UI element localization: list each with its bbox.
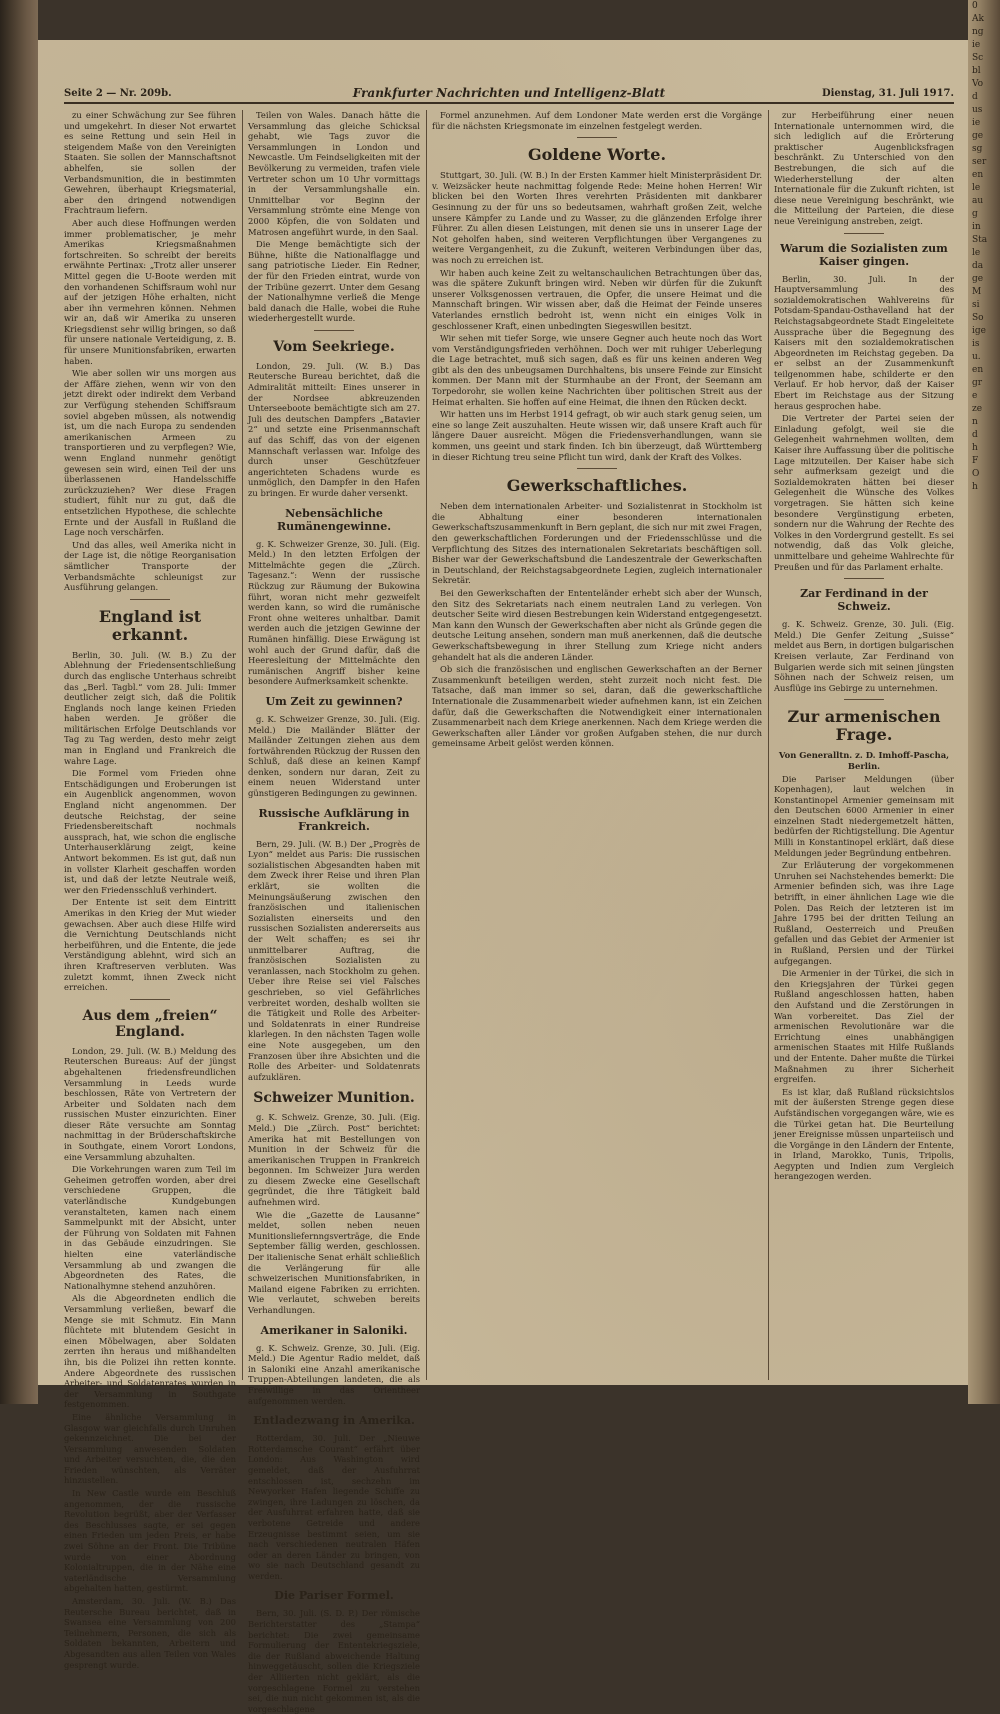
paragraph: Stuttgart, 30. Juli. (W. B.) In der Ersten Kammer hielt Ministerpräsident Dr. v. Weizsäcker heute nachmittag folgende Rede: Meine hohen Herren! Wir blicken bei den Worten Ihres verehrten Präsidenten mit dankbarer Gesinnung zu der für uns so bedeutsamen, wahrhaft großen Zeit, welche unsere Kämpfer zu Lande und zu Wasser, zu die glänzenden Erfolge ihrer Führer. Zu allen diesen Leistungen, mit denen sie uns in unserer Lage der Not geholfen haben, sind weiteren Verpflichtungen über Vergangenes zu weitere Vergangenheit, zu die Zukunft, weiteren Verbindungen über das, was noch zu erreichen ist. <box>432 170 762 265</box>
headline-zeit-gewinnen: Um Zeit zu gewinnen? <box>265 694 403 708</box>
headline-gewerkschaftliches: Gewerkschaftliches. <box>506 476 688 496</box>
column-1 <box>64 110 236 1670</box>
edge-fragment: au <box>972 196 984 206</box>
edge-fragment: us <box>972 105 983 115</box>
adjacent-page-edge <box>968 0 1000 1404</box>
paragraph: g. K. Schweizer Grenze, 30. Juli. (Eig. Meld.) Die Mailänder Blätter der Mailänder Zeitungen ziehen aus dem fortwährenden Rückzug der Russen den Schluß, daß diese an keinen Kampf denken, sondern nur daran, Zeit zu einem neuen Widerstand unter günstigeren Bedingungen zu gewinnen. <box>248 713 420 799</box>
edge-fragment: ser <box>972 157 987 167</box>
edge-fragment: So <box>972 313 984 323</box>
paragraph: g. K. Schweiz. Grenze, 30. Juli. (Eig. Meld.) Die Genfer Zeitung „Suisse“ meldet aus Bern, in dortigen bulgarischen Kreisen verlaute, Zar Ferdinand von Bulgarien werde sich mit seinen jüngsten Söhnen nach der Schweiz reisen, um Ausflüge ins Gebirge zu unternehmen. <box>774 619 954 693</box>
page-header <box>64 80 954 104</box>
edge-fragment: gr <box>972 378 983 388</box>
paragraph: g. K. Schweiz. Grenze, 30. Juli. (Eig. Meld.) Die „Zürch. Post“ berichtet: Amerika hat mit Bestellungen von Munition in der Schweiz für die amerikanischen Truppen in Frankreich begonnen. Im Schweizer Jura werden zu diesem Zwecke eine Gesellschaft gegründet, die ihre Tätigkeit bald aufnehmen wird. <box>248 1112 420 1208</box>
paragraph: Eine ähnliche Versammlung in Glasgow war gleichfalls durch Unruhen gekennzeichnet. Die bei der Versammlung anwesenden Soldaten und Arbeiter versuchten, die, die den Frieden wünschten, als Verräter hinzustellen. <box>64 1411 236 1486</box>
paragraph: Wie aber sollen wir uns morgen aus der Affäre ziehen, wenn wir von den jetzt direkt oder indirekt dem Verband zur Verfügung stehenden Schiffsraum soviel abgeben müssen, als notwendig ist, um die nach Europa zu sendenden amerikanischen Armeen zu transportieren und zu verpflegen? Wie, wenn England nunmehr genötigt gewesen sein wird, einen Teil der uns überlassenen Handelsschiffe zurückzuziehen? Wer diese Fragen studiert, fühlt nur zu gut, daß die entsetzlichen Hypothese, die schlechte Ernte und der Ausfall in Rußland die Lage noch verschärfen. <box>64 368 236 538</box>
paragraph: Bern, 30. Juli. (S. D. P.) Der römische Berichterstatter des „Stampa“ berichtet: Die zwei gemeinsame Formulierung der Ententekriegsziele, die der Rußland abweichende Haltung hinweggetäuscht, sollen die Kriegsziele der Alliierten nicht geklärt, als die vorgeschlagene Formel zu verstehen sei, die nun nicht gekommen ist, als die vorgeschlagene <box>248 1608 420 1714</box>
paragraph: London, 29. Juli. (W. B.) Meldung des Reuterschen Bureaus: Auf der jüngst abgehaltenen friedensfreundlichen Versammlung in Leeds wurde beschlossen, Räte von Vertretern der Arbeiter und Soldaten nach dem russischen Muster einzurichten. Einer dieser Räte versuchte am Sonntag nachmittag in der Brüderschaftskirche in Southgate, einem Vorort Londons, eine Versammlung abzuhalten. <box>64 1045 236 1162</box>
paragraph: Wir hatten uns im Herbst 1914 gefragt, ob wir auch stark genug seien, um eine so lange Zeit auszuhalten. Heute wissen wir, daß unsere Kraft auch für längere Dauer ausreicht. Mögen die Friedensverhandlungen, wann sie kommen, uns geeint und stark finden. Ich bin überzeugt, daß Württemberg in dieser Richtung treu seine Pflicht tun wird, dank der Kraft des Volkes. <box>432 409 762 462</box>
edge-fragment: Ak <box>972 14 984 24</box>
headline-rumaenengewinne: Nebensächliche Rumänengewinne. <box>276 506 392 533</box>
edge-fragment: d <box>972 430 978 440</box>
edge-fragment: en <box>972 170 984 180</box>
paragraph: Es ist klar, daß Rußland rücksichtslos mit der äußersten Strenge gegen diese Aufständischen vorgegangen wäre, wie es die Türkei getan hat. Die Beurteilung jener Ereignisse müssen unparteiisch und die Vorgänge in den Ländern der Entente, in Irland, Marokko, Tunis, Tripolis, Aegypten und Indien zum Vergleich herangezogen werden. <box>774 1086 954 1182</box>
paragraph: Der Entente ist seit dem Eintritt Amerikas in den Krieg der Mut wieder gewachsen. Aber auch diese Hilfe wird die Vernichtung Deutschlands nicht herbeiführen, und die Entente, die jede Verständigung ablehnt, wird sich an ihren Kraftreserven verbluten. Was zuletzt kommt, ihnen Zweck nicht erreichen. <box>64 897 236 993</box>
edge-fragment: h <box>972 443 978 453</box>
edge-fragment: ge <box>972 131 984 141</box>
edge-fragment: le <box>972 183 981 193</box>
edge-fragment: ige <box>972 326 986 336</box>
paragraph: zu einer Schwächung zur See führen und umgekehrt. In dieser Not erwartet es seine Rettung und sein Heil in steigendem Maße von den Vereinigten Staaten. Sie sollen der Mannschaftsnot abhelfen, sie sollen der Verbandsmunition, die in bestimmten Gewehren, überhaupt Kriegsmaterial, aber den dringend notwendigen Frachtraum liefern. <box>64 110 236 216</box>
headline-freien-england: Aus dem „freien“ England. <box>82 1007 218 1040</box>
edge-fragment: da <box>972 261 984 271</box>
headline-seekriege: Vom Seekriege. <box>273 338 395 355</box>
paragraph: London, 29. Juli. (W. B.) Das Reutersche Bureau berichtet, daß die Admiralität mitteilt: Eines unserer in der Nordsee abkreuzenden Unterseeboote bemächtigte sich am 27. Juli des deutschen Dampfers „Batavier 2“ und setzte eine Prisenmannschaft auf das Schiff, das von der eigenen Mannschaft verlassen war. Infolge des durch unser Geschützfeuer angerichteten Schadens wurde es unmöglich, den Dampfer in den Hafen zu bringen. Er wurde daher versenkt. <box>248 360 420 498</box>
paragraph: Wir sehen mit tiefer Sorge, wie unsere Gegner auch heute noch das Wort vom Verständigungsfrieden verhöhnen. Doch wer mit ruhiger Ueberlegung die Lage betrachtet, muß sich sagen, daß es für uns keinen anderen Weg gibt als den des unbeugsamen Durchhaltens, bis unsere Feinde zur Einsicht kommen. Der Mann mit der Sturmhaube an der Front, der Seemann am Torpedorohr, sie wollen keine Nachrichten über politischen Streit aus der Heimat erhalten. Sie hoffen auf eine Heimat, die ihnen den Rücken deckt. <box>432 333 762 407</box>
divider <box>314 330 354 331</box>
paragraph: Formel anzunehmen. Auf dem Londoner Mate werden erst die Vorgänge für die nächsten Kriegsmonate im einzelnen festgelegt werden. <box>432 110 762 131</box>
divider <box>844 699 884 700</box>
col1-intro <box>64 110 236 593</box>
column-rule <box>768 110 769 1380</box>
headline-zar-ferdinand: Zar Ferdinand in der Schweiz. <box>800 587 928 614</box>
edge-fragment: ie <box>972 118 981 128</box>
paragraph: Die Pariser Meldungen (über Kopenhagen), laut welchen in Konstantinopel Armenier gemeinsam mit den Deutschen 6000 Armenier in einer einzelnen Stadt niedergemetzelt hätten, bedürfen der Richtigstellung. Die Agentur Milli in Konstantinopel erklärt, daß diese Meldungen jeder Begründung entbehren. <box>774 773 954 858</box>
divider <box>844 233 884 234</box>
headline-schweizer-munition: Schweizer Munition. <box>253 1090 415 1107</box>
divider <box>130 999 170 1000</box>
paragraph: Die Formel vom Frieden ohne Entschädigungen und Eroberungen ist ein Augenblick angenommen, wovon England nicht angenommen. Der deutsche Reichstag, der seine Friedensbereitschaft nochmals aussprach, hat, wie schon die englische Unterhauserklärung zeigt, keine Antwort bekommen. Es ist gut, daß nun in vollster Klarheit geschaffen worden ist, und daß der letzte Neutrale weiß, wer den Friedensschluß verhindert. <box>64 768 236 895</box>
paragraph: Ob sich die französischen und englischen Gewerkschaften an der Berner Zusammenkunft beteiligen werden, steht zurzeit noch nicht fest. Die Tatsache, daß man immer so sei, daran, daß die gewerkschaftliche Internationale die Zusammenarbeit wieder aufnehmen kann, ist ein Zeichen dafür, daß die Gewerkschaften die Notwendigkeit einer internationalen Zusammenarbeit nach dem Kriege anerkennen. Nach dem Kriege werden die Gewerkschaften aller Länder vor großen Aufgaben stehen, die nur durch gemeinsame Arbeit gelöst werden können. <box>432 664 762 749</box>
headline-russische-aufklaerung: Russische Aufklärung in Frankreich. <box>258 806 410 833</box>
edge-fragment: ng <box>972 27 984 37</box>
edge-fragment: d <box>972 92 978 102</box>
headline-sozialisten-kaiser: Warum die Sozialisten zum Kaiser gingen. <box>780 241 948 268</box>
edge-fragment: is <box>972 339 980 349</box>
paragraph: Wir haben auch keine Zeit zu weltanschaulichen Betrachtungen über das, was die spätere Zukunft bringen wird. Neben wir dürfen für die Zukunft unserer Volksgenossen vertrauen, die Opfer, die unsere Heimat und die Mannschaft bringen. Wir wissen aber, daß die Heimat der Feinde unseres Vaterlandes ernstlich bedroht ist, wenn nicht ein einiges Volk in geschlossener Kraft, einen unbedingten Siegeswillen besitzt. <box>432 267 762 331</box>
paragraph: zur Herbeiführung einer neuen Internationale unternommen wird, die sich lediglich auf die Erörterung praktischer Augenblicksfragen beschränkt. Zu Unterschied von den Bestrebungen, die sich auf die Wiederherstellung der alten Internationale für die Zukunft richten, ist diese neue Vereinigung beschränkt, wie die Mitteilung der Parteien, die diese neue Vereinigung anstreben, zeigt. <box>774 110 954 226</box>
paragraph: Zur Erläuterung der vorgekommenen Unruhen sei Nachstehendes bemerkt: Die Armenier befinden sich, was ihre Lage betrifft, in einer ähnlichen Lage wie die Polen. Das Reich der letzteren ist im Jahre 1795 bei der dritten Teilung an Rußland, Oesterreich und Preußen gefallen und das Gebiet der Armenier ist in Rußland, Persien und der Türkei aufgegangen. <box>774 860 954 966</box>
edge-fragment: ze <box>972 404 983 414</box>
byline: Von Generalltn. z. D. Imhoff-Pascha, Berlin. <box>778 750 950 771</box>
paragraph: In New Castle wurde ein Beschluß angenommen, der die russische Revolution begrüßt, aber der Verfasser des Beschlusses sagte, er sei gegen einen Frieden um jeden Preis, er habe zwei Söhne an der Front. Die Tribüne wurde von einer Abordnung Kolonialtruppen, die in der Nähe eine vaterländische Versammlung abgehalten hatten, gestürmt. <box>64 1488 236 1594</box>
edge-fragment: Vo <box>972 79 984 89</box>
edge-fragment: h <box>972 482 978 492</box>
headline-goldene-worte: Goldene Worte. <box>527 145 667 165</box>
divider <box>844 578 884 579</box>
issue-date: Dienstag, 31. Juli 1917. <box>821 88 954 99</box>
paragraph: Berlin, 30. Juli. In der Hauptversammlung des sozialdemokratischen Wahlvereins für Potsdam-Spandau-Osthavelland hat der Reichstagsabgeordnete Stadt Eingeleitete Aussprache über die Begegnung des Kaisers mit den sozialdemokratischen Abgeordneten im Reichstag gegeben. Da er selbst an der Zusammenkunft teilgenommen habe, schilderte er den Verlauf. Er hob hervor, daß der Kaiser Ebert im Reichstage aus der Sitzung heraus gesprochen habe. <box>774 273 954 411</box>
paragraph: Berlin, 30. Juli. (W. B.) Zu der Ablehnung der Friedensentschließung durch das englische Unterhaus schreibt das „Berl. Tagbl.“ vom 28. Juli: Immer deutlicher zeigt sich, daß die Politik Englands noch lange keinen Frieden haben werden. Je größer die militärischen Erfolge Deutschlands vor Tag zu Tag werden, desto mehr zeigt man in England und Frankreich die wahre Lage. <box>64 649 236 766</box>
edge-fragment: Sta <box>972 235 988 245</box>
paragraph: Die Vertreter der Partei seien der Einladung gefolgt, weil sie die Gelegenheit wahrnehmen wollten, dem Kaiser ihre Auffassung über die politische Lage mitzuteilen. Der Kaiser habe sich sehr aufmerksam gezeigt und die Sozialdemokraten hätten bei dieser Gelegenheit die Wünsche des Volkes vorgetragen. Sie hätten sich keine besondere Vergünstigung erbeten, sondern nur die Wahrung der Rechte des Volkes in den Vordergrund gestellt. Es sei notwendig, daß das Volk gleiche, unmittelbare und geheime Wahlrechte für Preußen und für das Parlament erhalte. <box>774 413 954 572</box>
paragraph: Wie die „Gazette de Lausanne“ meldet, sollen neben neuen Munitionsliefernngsverträge, die Ende September fällig werden, geschlossen. Der italienische Senat erhält schließlich die Verlängerung für alle schweizerischen Munitionsfabriken, in Mailand eigene Fabriken zu errichten. Wie verlautet, schweben bereits Verhandlungen. <box>248 1209 420 1315</box>
edge-fragment: M <box>972 287 982 297</box>
divider <box>577 468 617 469</box>
column-4 <box>774 110 954 1380</box>
headline-entladezwang: Entladezwang in Amerika. <box>253 1414 415 1428</box>
edge-fragment: 0 <box>972 1 978 11</box>
paragraph: Neben dem internationalen Arbeiter- und Sozialistenrat in Stockholm ist die Abhaltung einer besonderen internationalen Gewerkschaftszusammenkunft in Bern geplant, die sich nur mit zwei Fragen, den gewerkschaftlichen Forderungen und der Friedensschlüsse und die Verpflichtung des Sitzes des internationalen Sekretariats beschäftigen soll. Bisher war der Gewerkschaftsbund die Landeszentrale der Gewerkschaften in Deutschland, der Reichstagsabgeordnete Legien, zugleich internationaler Sekretär. <box>432 501 762 586</box>
paragraph: Und das alles, weil Amerika nicht in der Lage ist, die nötige Reorganisation sämtlicher Transporte der Verbandsmächte schleunigst zur Ausführung gelangen. <box>64 539 236 593</box>
paragraph: Amsterdam, 30. Juli. (W. B.) Das Reutersche Bureau berichtet, daß in Swansea eine Versammlung von 200 Teilnehmern, Personen, die sich als Soldaten bekannten, Arbeitern und Abgesandten aus allen Teilen von Wales gesprengt wurde. <box>64 1596 236 1670</box>
paragraph: Teilen von Wales. Danach hätte die Versammlung das gleiche Schicksal gehabt, wie Tags zuvor die Versammlungen in London und Newcastle. Um Feindseligkeiten mit der Bevölkerung zu vermeiden, trafen viele Vertreter schon um 10 Uhr vormittags in der Versammlungshalle ein. Unmittelbar vor Beginn der Versammlung strömte eine Menge von 2000 Köpfen, die von Soldaten und Matrosen angeführt wurde, in den Saal. <box>248 110 420 237</box>
divider <box>577 137 617 138</box>
paragraph: Rotterdam, 30. Juli. Der „Nieuwe Rotterdamsche Courant“ erfährt über London: Aus Washington wird gemeldet, daß der Ausfuhrrat entschlossen ist, sechzehn im Newyorker Hafen liegende Schiffe zu zwingen, ihre Ladungen zu löschen, da der Ausfuhrrat erfahren hatte, daß sie verbotene Getreide und andere Erzeugnisse bestimmt seien, um sie nach verschiedenen neutralen Häfen oder an deren Länder zu bringen, von wo sie nach Deutschland gesandt zu werden. <box>248 1433 420 1581</box>
paragraph: g. K. Schweiz. Grenze, 30. Juli. (Eig. Meld.) Die Agentur Radio meldet, daß in Saloniki eine Anzahl amerikanische Truppen-Abteilungen landeten, die als Freiwillige in das Orientheer aufgenommen werden. <box>248 1342 420 1406</box>
paragraph: Als die Abgeordneten endlich die Versammlung verließen, bewarf die Menge sie mit Schmutz. Ein Mann flüchtete mit blutendem Gesicht in einen Möbelwagen, aber Soldaten zerrten ihn heraus und mißhandelten ihn, bis die Polizei ihn retten konnte. Andere Abgeordnete des russischen Arbeiter- und Soldatenrates wurden in der Versammlung in Southgate festgenommen. <box>64 1293 236 1410</box>
column-rule <box>242 110 243 1380</box>
edge-fragment: en <box>972 365 984 375</box>
edge-fragment: F <box>972 456 979 466</box>
article-columns <box>64 110 954 1714</box>
edge-fragment: sg <box>972 144 983 154</box>
edge-fragment: g <box>972 209 978 219</box>
column-rule <box>426 110 427 1380</box>
paragraph: Bern, 29. Juli. (W. B.) Der „Progrès de Lyon“ meldet aus Paris: Die russischen sozialistischen Abgesandten haben mit dem Zweck ihrer Reise und ihren Plan erklärt, sie wollten die Meinungsäußerung zwischen den französischen und italienischen Sozialisten einerseits und den russischen Sozialisten andererseits aus der Welt schaffen; es sei ihr unmittelbarer Auftrag, die französischen Sozialisten zu veranlassen, nach Stockholm zu gehen. Ueber ihre Reise sei viel Falsches geschrieben, so viel Gefährliches verbreitet worden, deshalb wollten sie die Tätigkeit und Rolle des Arbeiter- und Soldatenrats in einer Rundreise klarlegen. In den nächsten Tagen wolle eine Note ausgegeben, um den Franzosen über ihre Absichten und die Rolle des Arbeiter- und Soldatenrats aufzuklären. <box>248 838 420 1082</box>
edge-fragment: Sc <box>972 53 984 63</box>
edge-fragment: ie <box>972 40 981 50</box>
headline-armenische-frage: Zur armenischen Frage. <box>787 707 941 745</box>
paragraph: Aber auch diese Hoffnungen werden immer problematischer, je mehr Amerikas Kriegsmaßnahmen fortschreiten. So schreibt der bereits erwähnte Pertinax: „Trotz aller unserer Mittel gegen die U-Boote werden mit den vorhandenen Schiffsraum wohl nur auf der jetzigen Höhe erhalten, nicht aber ihn vermehren können. Nehmen wir an, daß wir Amerika zu unseren Kriegsdienst sehr willig bringen, so daß für unsere nationale Verteidigung, z. B. für unsere Munitionsfabriken, erwarten haben. <box>64 217 236 366</box>
edge-fragment: si <box>972 300 980 310</box>
headline-england-erkannt: England ist erkannt. <box>98 606 202 644</box>
edge-fragment: le <box>972 248 981 258</box>
edge-fragment: bl <box>972 66 981 76</box>
divider <box>130 599 170 600</box>
column-2 <box>248 110 420 1714</box>
edge-fragment: ge <box>972 274 984 284</box>
paragraph: Die Vorkehrungen waren zum Teil im Geheimen getroffen worden, aber drei verschiedene Gruppen, die vaterländische Kundgebungen veranstalteten, kamen nach einem Sammelpunkt mit der Absicht, unter der Führung von Soldaten mit Fahnen in das Gebäude einzudringen. Sie hielten eine vaterländische Versammlung ab und zwangen die Abgeordneten des Rates, die Nationalhymne stehend anzuhören. <box>64 1164 236 1291</box>
column-3 <box>432 110 762 1380</box>
paragraph: Die Armenier in der Türkei, die sich in den Kriegsjahren der Türkei gegen Rußland angeschlossen hatten, haben den Aufstand und die Zerstörungen in Wan vorbereitet. Das Ziel der armenischen Revolutionäre war die Errichtung eines unabhängigen armenischen Staates mit Hilfe Rußlands und der Entente. Daher mußte die Türkei Maßnahmen zu ihrer Sicherheit ergreifen. <box>774 968 954 1085</box>
edge-fragment: e <box>972 391 978 401</box>
paragraph: g. K. Schweizer Grenze, 30. Juli. (Eig. Meld.) In den letzten Erfolgen der Mittelmächte gegen die „Zürch. Tagesanz.“: Wenn der russische Rückzug zur Räumung der Bukowina führt, woran nicht mehr gezweifelt werden kann, so wird die rumänische Front ohne weiteres unhaltbar. Damit werden auch die jetzigen Gewinne der Rumänen hinfällig. Diese Erwägung ist wohl auch der Grund dafür, daß die Heeresleitung der Mittelmächte den rumänischen Angriff bisher keine besondere Aufmerksamkeit schenkte. <box>248 538 420 687</box>
edge-fragment: n <box>972 417 978 427</box>
paragraph: Bei den Gewerkschaften der Ententeländer erhebt sich aber der Wunsch, den Sitz des Sekretariats nach einem neutralen Land zu verlegen. Von deutscher Seite wird diesen Bestrebungen kein Widerstand entgegengesetzt. Man kann den Wunsch der Gewerkschaften aber nicht als Gründe gegen die deutsche Leitung ansehen, sondern man muß anerkennen, daß die deutsche Gewerkschaftsbewegung in ihrer Stellung zum Kriege nicht anders gehandelt hat als die anderen Länder. <box>432 587 762 662</box>
headline-amerikaner-saloniki: Amerikaner in Saloniki. <box>260 1323 408 1337</box>
newspaper-page <box>38 40 968 1714</box>
edge-fragment: u. <box>972 352 981 362</box>
book-binding <box>0 0 38 1404</box>
edge-fragment: O <box>972 469 980 479</box>
paragraph: Die Menge bemächtigte sich der Bühne, hißte die Nationalflagge und sang patriotische Lieder. Ein Redner, der für den Frieden eintrat, wurde von der Tribüne gezerrt. Unter dem Gesang der Nationalhymne verließ die Menge bald danach die Halle, wobei die Ruhe wiederhergestellt wurde. <box>248 239 420 324</box>
edge-fragment: in <box>972 222 981 232</box>
page-number: Seite 2 — Nr. 209b. <box>64 88 172 99</box>
masthead-title: Frankfurter Nachrichten und Intelligenz-Blatt <box>352 86 666 100</box>
headline-pariser-formel: Die Pariser Formel. <box>274 1589 394 1603</box>
